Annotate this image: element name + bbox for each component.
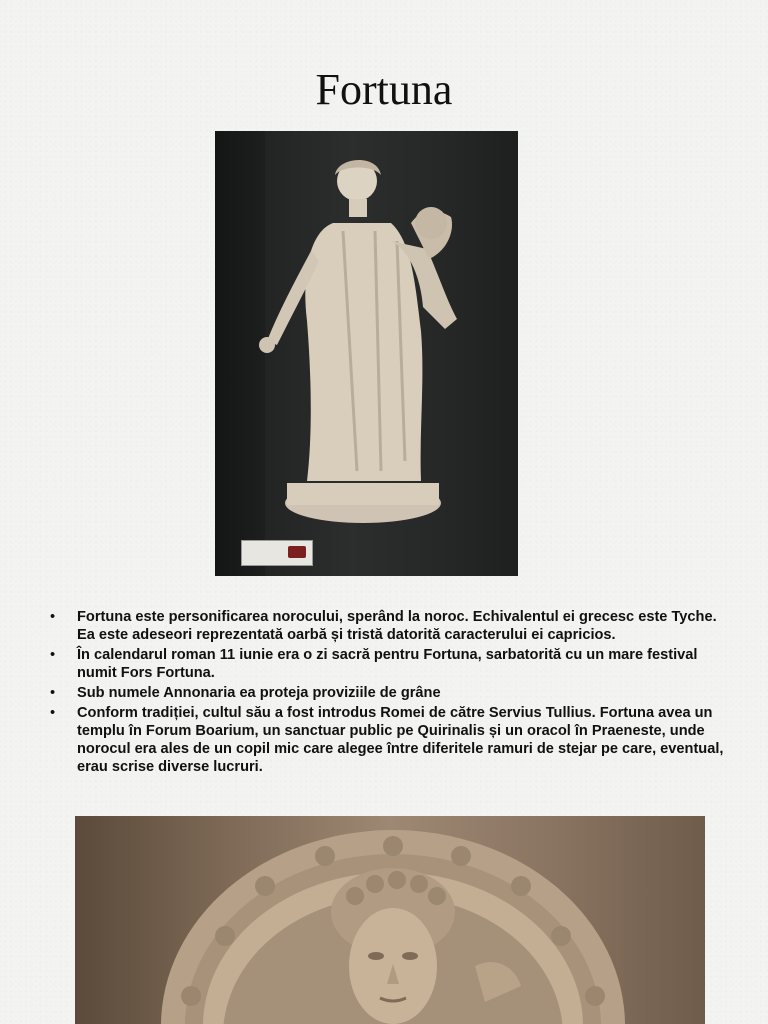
bullet-item: • Fortuna este personificarea norocului, sperând la noroc. Echivalentul ei grecesc este Tyche. Ea este adeseori reprezentată oarbă și tristă datorită caracterului ei capricios. bbox=[50, 608, 730, 644]
relief-photo bbox=[75, 816, 705, 1024]
bullet-item: • Sub numele Annonaria ea proteja proviziile de grâne bbox=[50, 684, 730, 702]
slide-title: Fortuna bbox=[315, 65, 453, 114]
bullet-item: • Conform tradiției, cultul său a fost introdus Romei de către Servius Tullius. Fortuna avea un templu în Forum Boarium, un sanctuar public pe Quirinalis și un oracol în Praeneste, unde norocul era ales de un copil mic care alegee între diferitele ramuri de stejar pe care, eventual, erau scrise diverse lucruri. bbox=[50, 704, 730, 776]
statue-photo bbox=[215, 131, 518, 576]
statue-figure bbox=[215, 131, 518, 576]
museum-label-card bbox=[241, 540, 313, 566]
bullet-item: • În calendarul roman 11 iunie era o zi sacră pentru Fortuna, sarbatorită cu un mare festival numit Fors Fortuna. bbox=[50, 646, 730, 682]
relief-figure bbox=[75, 816, 705, 1024]
bullet-list bbox=[50, 608, 730, 778]
label-logo-icon bbox=[288, 546, 306, 558]
